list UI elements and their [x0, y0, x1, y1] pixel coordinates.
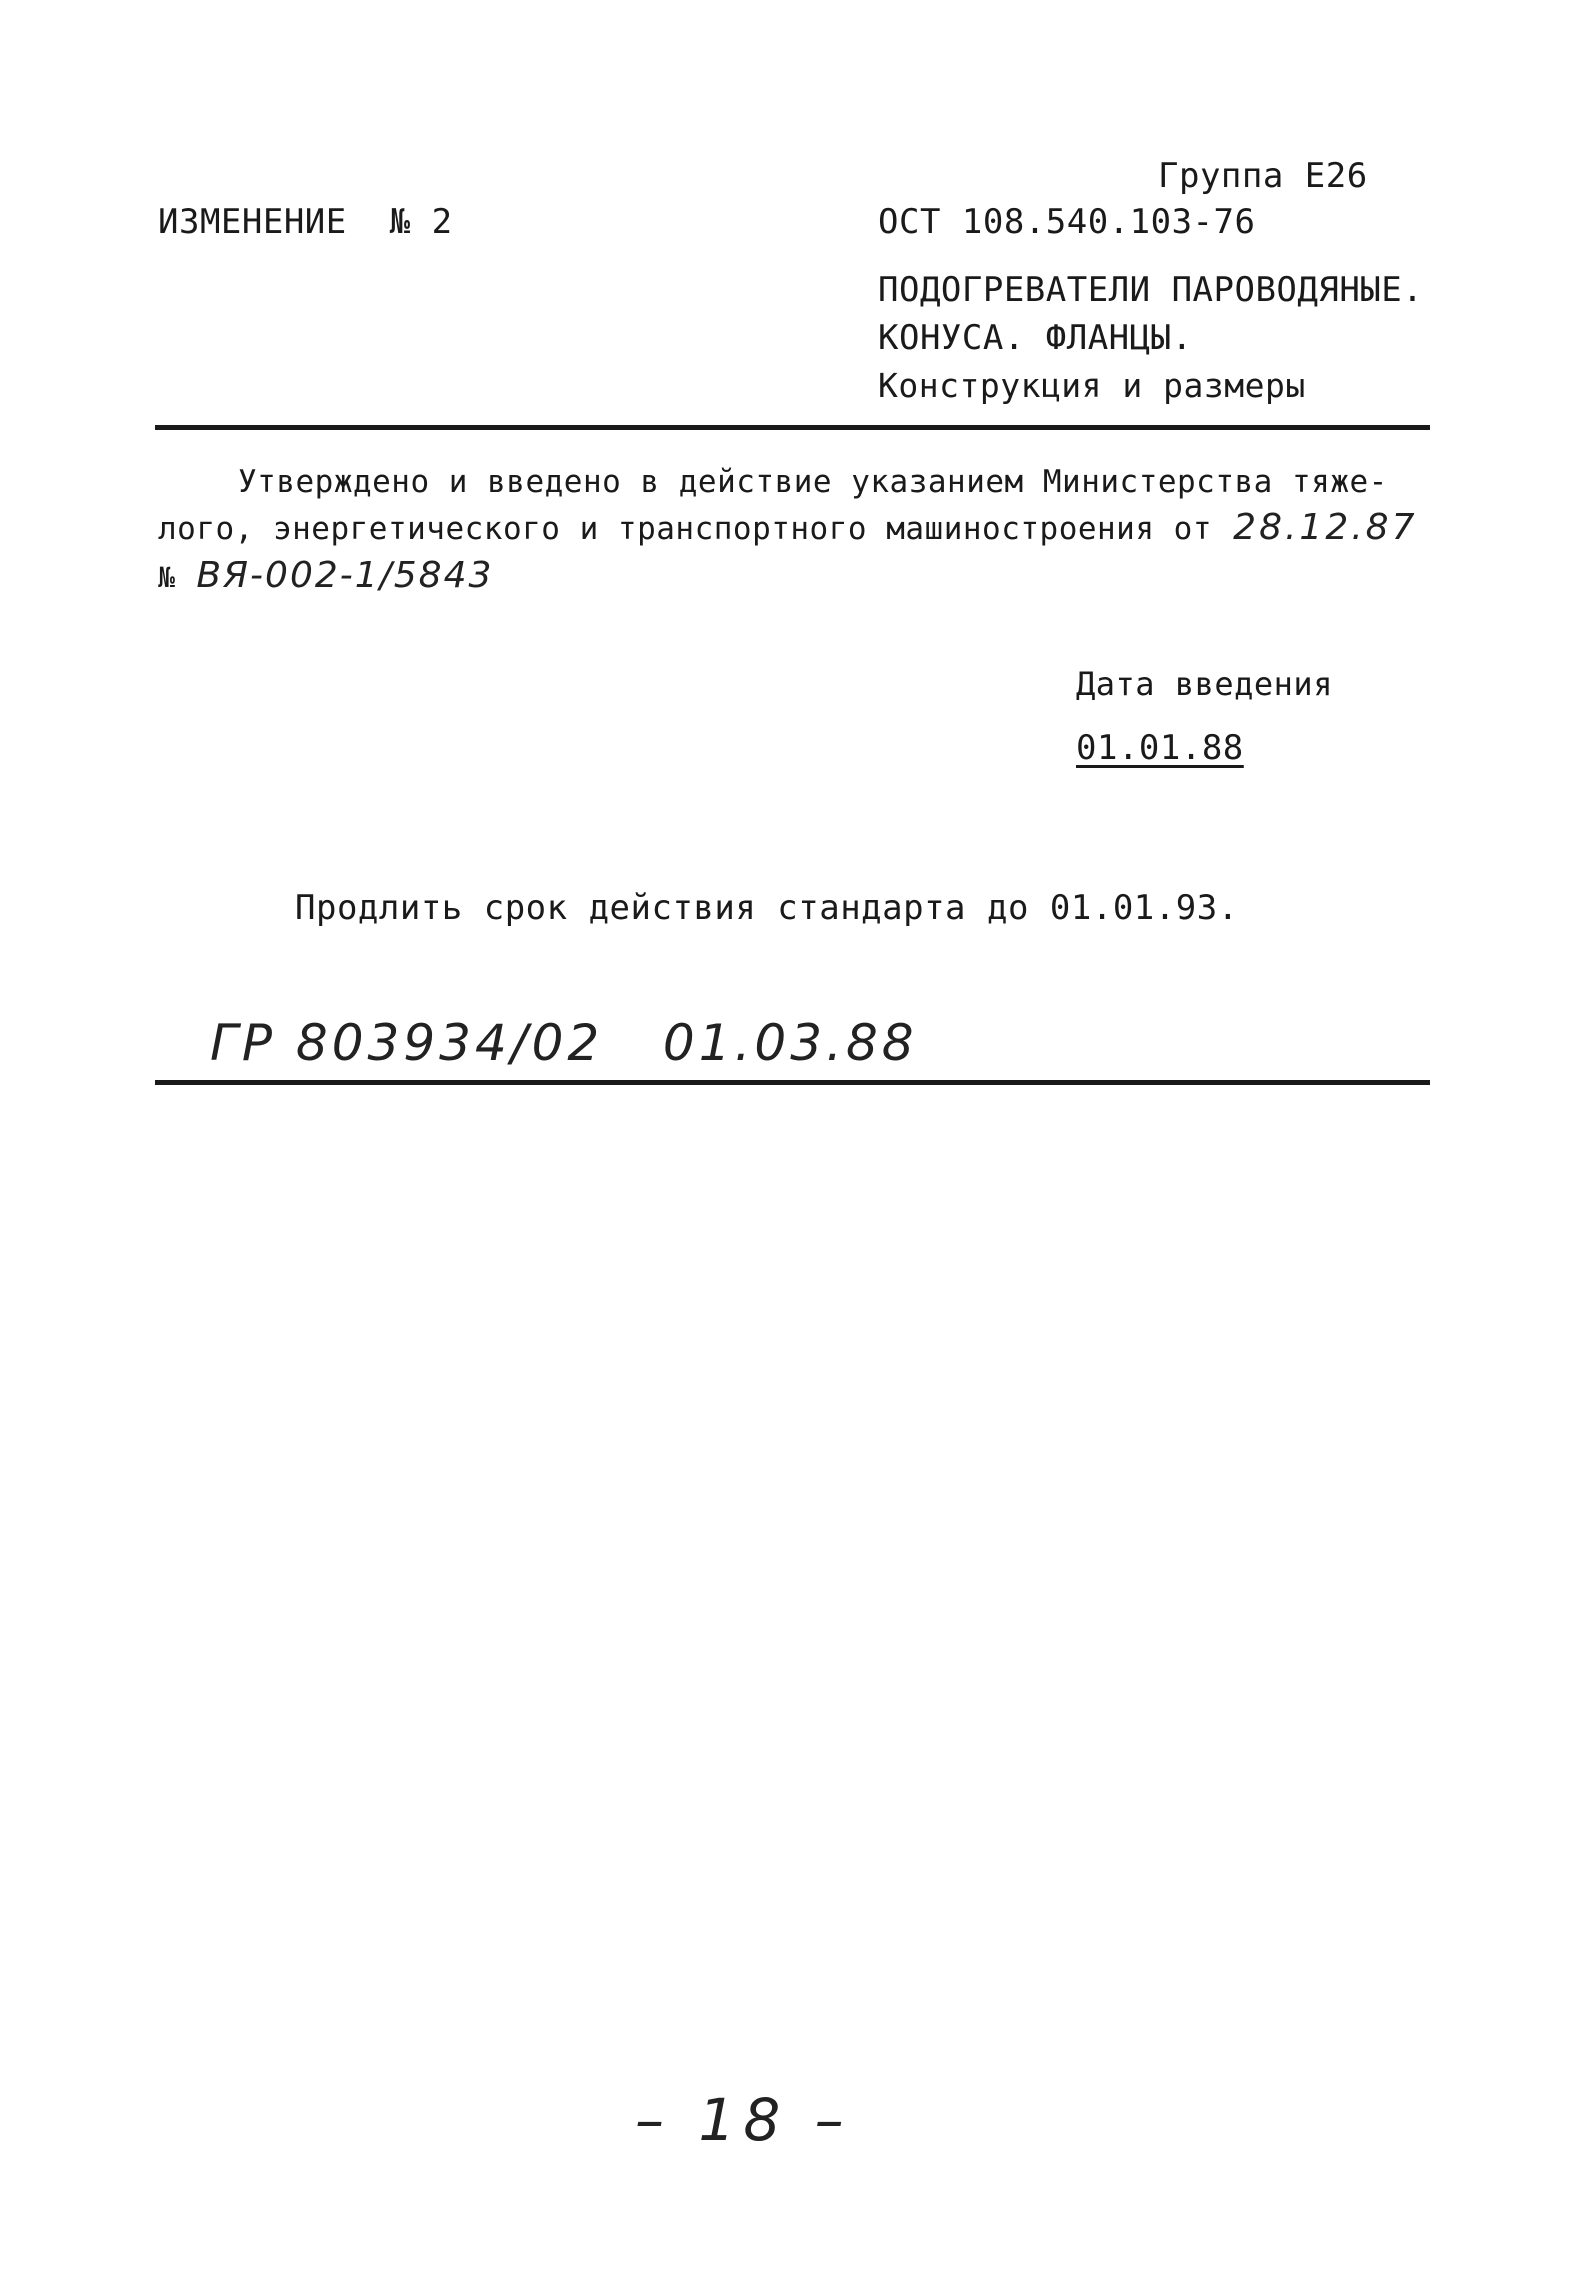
- group-label: Группа Е26: [1158, 156, 1368, 196]
- handwritten-approval-number: ВЯ-002-1/5843: [196, 555, 494, 596]
- extension-text: Продлить срок действия стандарта до 01.01.93.: [295, 888, 1239, 928]
- top-divider: [155, 425, 1430, 430]
- standard-title-line-3: Конструкция и размеры: [878, 366, 1306, 405]
- approval-number-prefix: №: [158, 561, 176, 594]
- approval-line-2: [158, 508, 1417, 549]
- change-number: № 2: [389, 202, 453, 242]
- standard-code: ОСТ 108.540.103-76: [878, 202, 1256, 242]
- approval-line-1: Утверждено и введено в действие указанием Министерства тяже-: [238, 464, 1388, 500]
- approval-line-2-text: лого, энергетического и транспортного машиностроения от: [158, 511, 1212, 547]
- bottom-divider: [155, 1080, 1430, 1085]
- change-word: ИЗМЕНЕНИЕ: [158, 202, 347, 242]
- effective-date-label: Дата введения: [1076, 665, 1333, 703]
- change-label: [158, 202, 453, 242]
- page-number: – 18 –: [635, 2086, 852, 2154]
- standard-title-line-1: ПОДОГРЕВАТЕЛИ ПАРОВОДЯНЫЕ.: [878, 270, 1424, 310]
- effective-date-value: 01.01.88: [1076, 728, 1244, 768]
- approval-line-3: [158, 556, 493, 598]
- standard-title-line-2: КОНУСА. ФЛАНЦЫ.: [878, 318, 1193, 358]
- handwritten-approval-date: 28.12.87: [1233, 507, 1418, 548]
- handwritten-registration: ГР 803934/02 01.03.88: [210, 1014, 918, 1072]
